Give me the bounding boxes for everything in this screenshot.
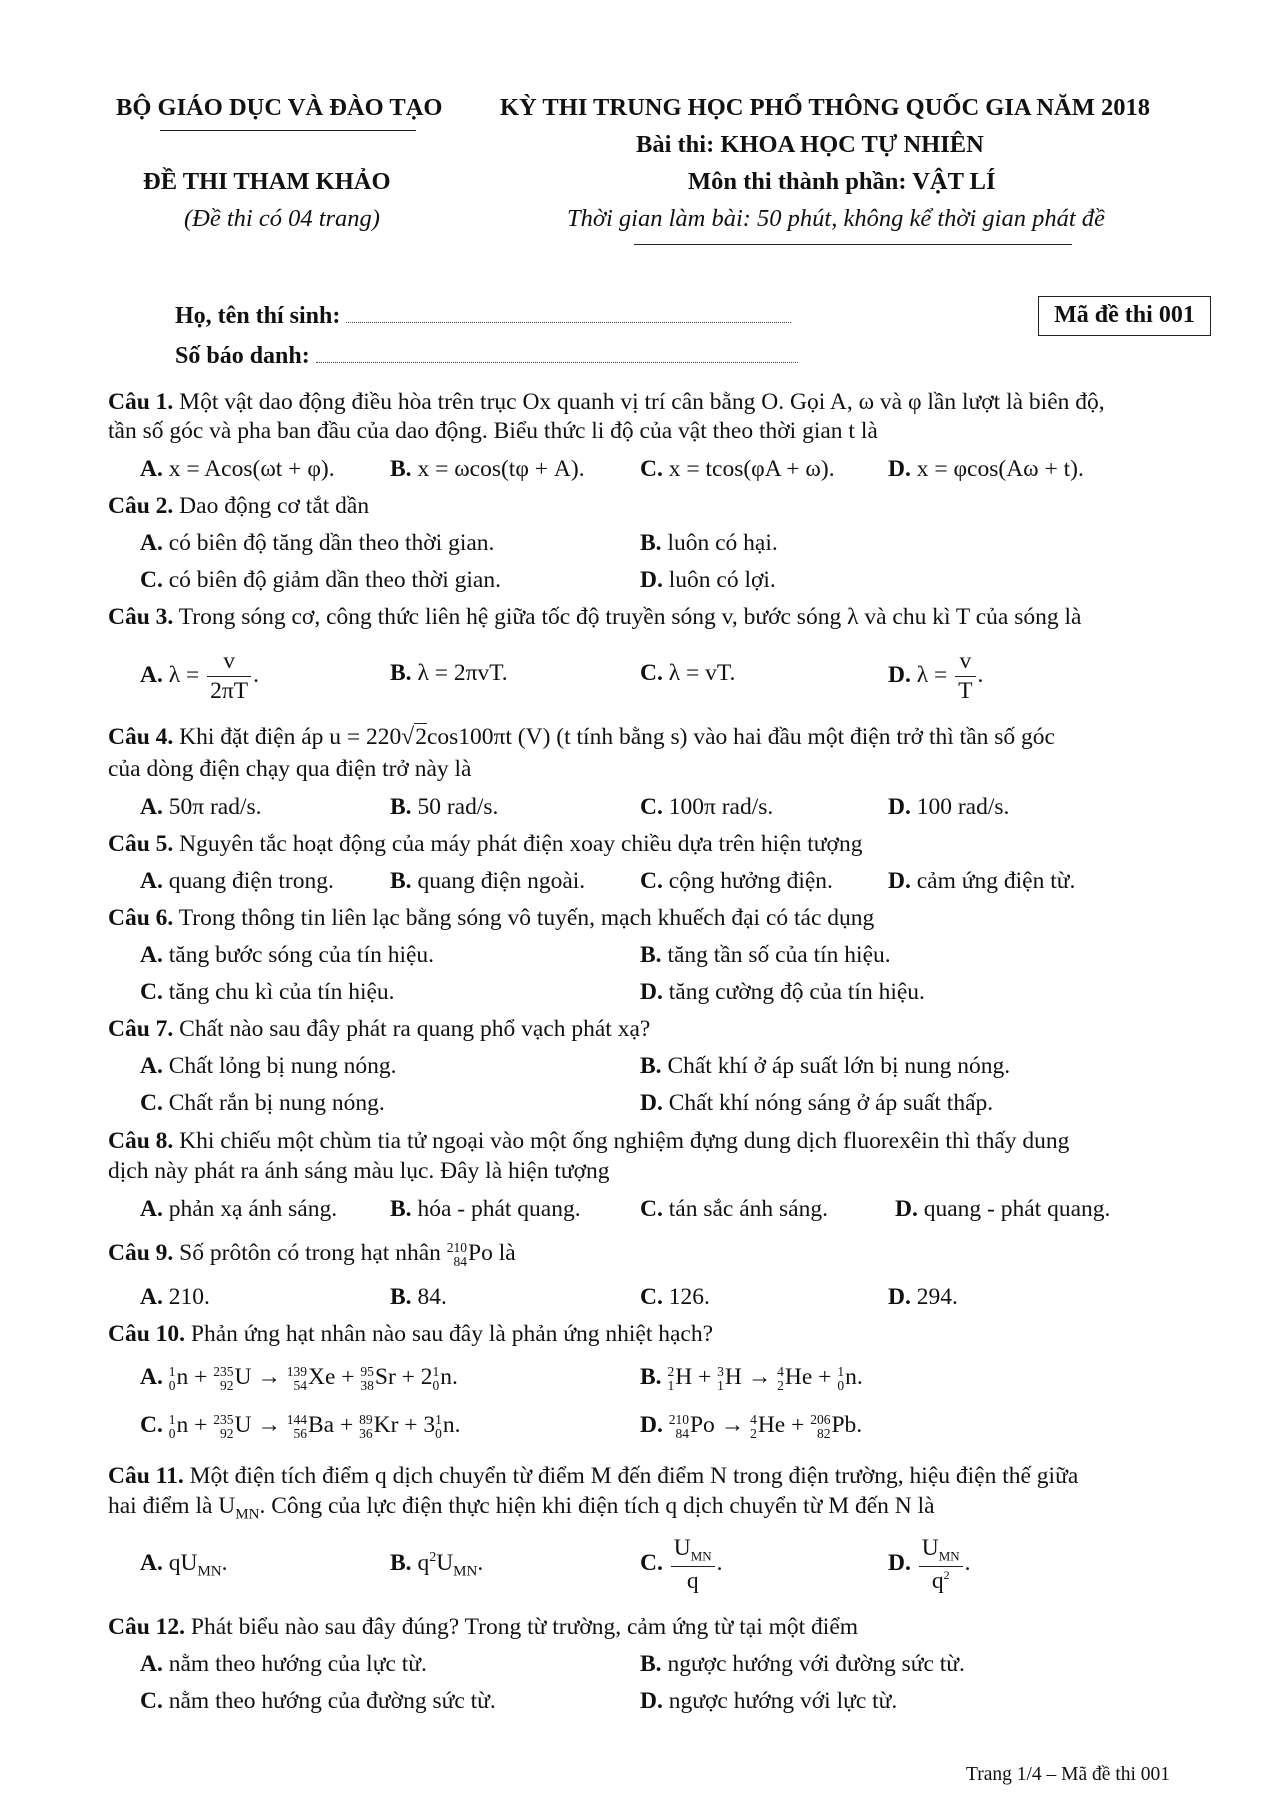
q6-option-a[interactable]: A. tăng bước sóng của tín hiệu.	[140, 942, 435, 968]
question-1: Câu 1. Một vật dao động điều hòa trên trục Ox quanh vị trí cân bằng O. Gọi A, ω và φ lần lượt là biên độ,	[108, 389, 1105, 415]
q6-option-d[interactable]: D. tăng cường độ của tín hiệu.	[640, 979, 925, 1005]
time-note: Thời gian làm bài: 50 phút, không kể thời gian phát đề	[567, 205, 1105, 232]
q3-option-b[interactable]: B. λ = 2πvT.	[390, 660, 508, 686]
q11-option-c[interactable]: C. $\frac{U_{MN}}{q}$ .	[640, 1535, 723, 1594]
question-4: Câu 4. Khi đặt điện áp u = 220√2cos100πt (V) (t tính bằng s) vào hai đầu một điện trở thì tần số góc	[108, 724, 1055, 750]
exam-title: KỲ THI TRUNG HỌC PHỔ THÔNG QUỐC GIA NĂM 2018	[500, 94, 1150, 121]
q2-option-a[interactable]: A. có biên độ tăng dần theo thời gian.	[140, 530, 495, 556]
question-11: Câu 11. Một điện tích điểm q dịch chuyển từ điểm M đến điểm N trong điện trường, hiệu điện thế giữa	[108, 1463, 1079, 1489]
question-9: Câu 9. Số prôtôn có trong hạt nhân 210 84 Po là	[108, 1239, 516, 1269]
question-5: Câu 5. Nguyên tắc hoạt động của máy phát điện xoay chiều dựa trên hiện tượng	[108, 831, 863, 857]
question-4-line2: của dòng điện chạy qua điện trở này là	[108, 756, 472, 782]
question-6: Câu 6. Trong thông tin liên lạc bằng sóng vô tuyến, mạch khuếch đại có tác dụng	[108, 905, 875, 931]
q12-option-a[interactable]: A. nằm theo hướng của lực từ.	[140, 1651, 427, 1677]
q1-option-c[interactable]: C. x = tcos(φA + ω).	[640, 456, 835, 482]
q9-option-c[interactable]: C. 126.	[640, 1284, 710, 1310]
q8-option-d[interactable]: D. quang - phát quang.	[895, 1196, 1111, 1222]
q10-option-a[interactable]: A. 1 0 n + 235 92 U → 139 54 Xe + 95 38 Sr + 2 1 0 n.	[140, 1363, 458, 1393]
ministry-name: BỘ GIÁO DỤC VÀ ĐÀO TẠO	[116, 94, 443, 121]
q2-option-c[interactable]: C. có biên độ giảm dần theo thời gian.	[140, 567, 501, 593]
q11-option-d[interactable]: D. $\frac{U_{MN}}{q^2}$ .	[888, 1535, 971, 1594]
question-10: Câu 10. Phản ứng hạt nhân nào sau đây là phản ứng nhiệt hạch?	[108, 1321, 714, 1347]
q10-option-b[interactable]: B. 2 1 H + 3 1 H → 4 2 He + 1 0 n.	[640, 1363, 863, 1393]
q12-option-b[interactable]: B. ngược hướng với đường sức từ.	[640, 1651, 965, 1677]
exam-code-box: Mã đề thi 001	[1038, 296, 1211, 336]
pages-note: (Đề thi có 04 trang)	[184, 205, 380, 232]
ministry-underline	[160, 130, 416, 131]
q5-option-d[interactable]: D. cảm ứng điện từ.	[888, 868, 1076, 894]
q12-option-d[interactable]: D. ngược hướng với lực từ.	[640, 1688, 898, 1714]
q5-option-a[interactable]: A. quang điện trong.	[140, 868, 334, 894]
q1-option-d[interactable]: D. x = φcos(Aω + t).	[888, 456, 1084, 482]
doc-type: ĐỀ THI THAM KHẢO	[143, 168, 391, 195]
q7-option-b[interactable]: B. Chất khí ở áp suất lớn bị nung nóng.	[640, 1053, 1011, 1079]
q7-option-d[interactable]: D. Chất khí nóng sáng ở áp suất thấp.	[640, 1090, 994, 1116]
q6-option-c[interactable]: C. tăng chu kì của tín hiệu.	[140, 979, 395, 1005]
q7-option-c[interactable]: C. Chất rắn bị nung nóng.	[140, 1090, 385, 1116]
q12-option-c[interactable]: C. nằm theo hướng của đường sức từ.	[140, 1688, 496, 1714]
q4-option-b[interactable]: B. 50 rad/s.	[390, 794, 499, 820]
q3-option-c[interactable]: C. λ = vT.	[640, 660, 736, 686]
q2-option-d[interactable]: D. luôn có lợi.	[640, 567, 776, 593]
q3-option-d[interactable]: D. λ = $\frac{v}{T}$ .	[888, 648, 984, 705]
question-11-line2: hai điểm là $U_{MN}$. Công của lực điện thực hiện khi điện tích q dịch chuyển từ M đến N là	[108, 1493, 935, 1523]
q4-option-a[interactable]: A. 50π rad/s.	[140, 794, 262, 820]
candidate-name-field[interactable]	[346, 302, 791, 323]
q10-option-d[interactable]: D. 210 84 Po → 4 2 He + 206 82 Pb.	[640, 1411, 863, 1441]
question-2: Câu 2. Dao động cơ tắt dần	[108, 493, 370, 519]
question-7: Câu 7. Chất nào sau đây phát ra quang phổ vạch phát xạ?	[108, 1016, 651, 1042]
q9-option-b[interactable]: B. 84.	[390, 1284, 447, 1310]
q9-option-a[interactable]: A. 210.	[140, 1284, 210, 1310]
q2-option-b[interactable]: B. luôn có hại.	[640, 530, 778, 556]
page-footer: Trang 1/4 – Mã đề thi 001	[966, 1764, 1171, 1785]
q6-option-b[interactable]: B. tăng tần số của tín hiệu.	[640, 942, 891, 968]
q4-option-d[interactable]: D. 100 rad/s.	[888, 794, 1010, 820]
question-12: Câu 12. Phát biểu nào sau đây đúng? Trong từ trường, cảm ứng từ tại một điểm	[108, 1614, 859, 1640]
q7-option-a[interactable]: A. Chất lỏng bị nung nóng.	[140, 1053, 397, 1079]
q11-option-a[interactable]: A. $qU_{MN}$.	[140, 1550, 228, 1580]
question-1-line2: tần số góc và pha ban đầu của dao động. Biểu thức li độ của vật theo thời gian t là	[108, 418, 878, 444]
q11-option-b[interactable]: B. $q^2U_{MN}$.	[390, 1550, 484, 1580]
candidate-name-label: Họ, tên thí sinh:	[175, 302, 791, 330]
q9-option-d[interactable]: D. 294.	[888, 1284, 958, 1310]
q1-option-b[interactable]: B. x = ωcos(tφ + A).	[390, 456, 585, 482]
q8-option-c[interactable]: C. tán sắc ánh sáng.	[640, 1196, 828, 1222]
q4-option-c[interactable]: C. 100π rad/s.	[640, 794, 774, 820]
question-8-line2: dịch này phát ra ánh sáng màu lục. Đây là hiện tượng	[108, 1158, 610, 1184]
q10-option-c[interactable]: C. 1 0 n + 235 92 U → 144 56 Ba + 89 36 Kr + 3 1 0 n.	[140, 1411, 461, 1441]
q8-option-a[interactable]: A. phản xạ ánh sáng.	[140, 1196, 338, 1222]
question-3: Câu 3. Trong sóng cơ, công thức liên hệ giữa tốc độ truyền sóng v, bước sóng λ và chu kì T của sóng là	[108, 604, 1082, 630]
subject-title: Môn thi thành phần: VẬT LÍ	[688, 168, 996, 195]
q8-option-b[interactable]: B. hóa - phát quang.	[390, 1196, 581, 1222]
question-8: Câu 8. Khi chiếu một chùm tia tử ngoại vào một ống nghiệm đựng dung dịch fluorexêin thì thấy dung	[108, 1128, 1070, 1154]
time-underline	[634, 244, 1072, 245]
q3-option-a[interactable]: A. λ = $\frac{v}{2\pi T}$ .	[140, 648, 259, 705]
q5-option-b[interactable]: B. quang điện ngoài.	[390, 868, 586, 894]
q5-option-c[interactable]: C. cộng hưởng điện.	[640, 868, 833, 894]
candidate-id-field[interactable]	[316, 342, 798, 363]
q1-option-a[interactable]: A. x = Acos(ωt + φ).	[140, 456, 335, 482]
paper-title: Bài thi: KHOA HỌC TỰ NHIÊN	[636, 131, 984, 158]
candidate-id-label: Số báo danh:	[175, 342, 798, 370]
